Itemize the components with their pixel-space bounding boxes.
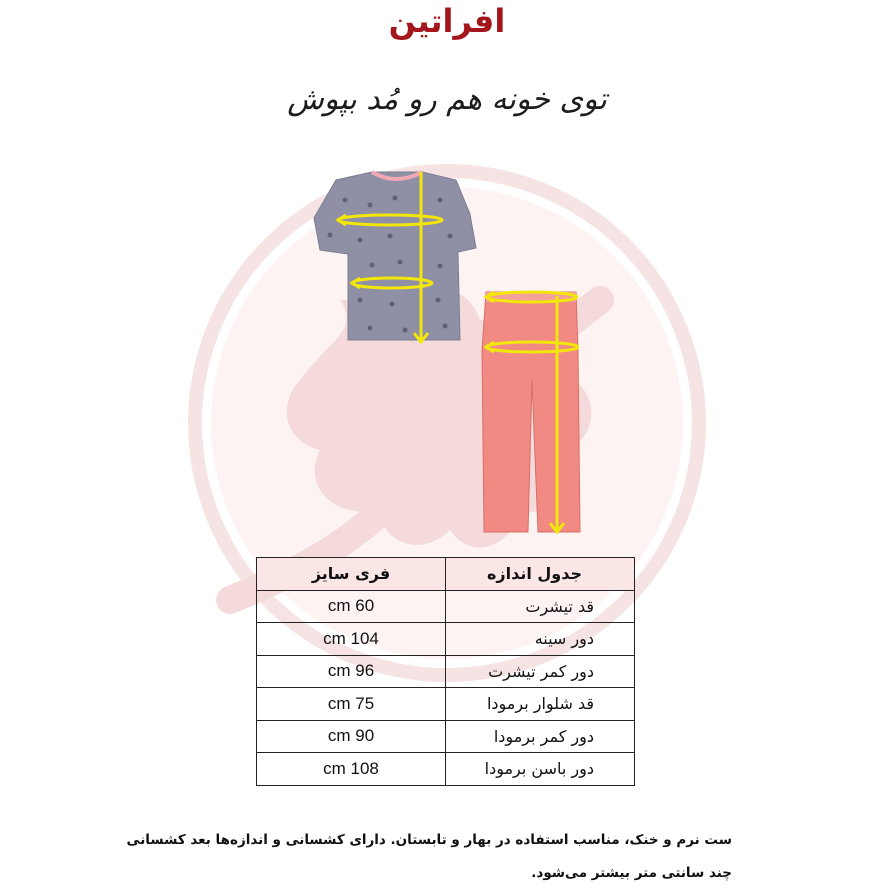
header-label: جدول اندازه (446, 558, 635, 591)
row-label: دور سینه (446, 623, 635, 656)
row-label: دور کمر برمودا (446, 720, 635, 753)
table-header-row (257, 558, 635, 591)
table-row (257, 590, 635, 623)
table-row (257, 753, 635, 786)
tagline-text: توی خونه هم رو مُد بپوش (287, 82, 607, 117)
table-row (257, 623, 635, 656)
row-value: 90 cm (257, 720, 446, 753)
table-row (257, 688, 635, 721)
brand-logo: افراتین (388, 2, 506, 40)
header-size: فری سایز (257, 558, 446, 591)
row-label: قد تیشرت (446, 590, 635, 623)
row-label: قد شلوار برمودا (446, 688, 635, 721)
table-row (257, 720, 635, 753)
table-row (257, 655, 635, 688)
row-value: 60 cm (257, 590, 446, 623)
product-description: ست نرم و خنک، مناسب استفاده در بهار و تابستان. دارای کشسانی و اندازه‌ها بعد کشسانی چند سانتی متر بیشتر می‌شود. (126, 832, 732, 881)
row-value: 108 cm (257, 753, 446, 786)
row-value: 104 cm (257, 623, 446, 656)
pants-illustration-icon (482, 292, 580, 532)
row-label: دور کمر تیشرت (446, 655, 635, 688)
row-label: دور باسن برمودا (446, 753, 635, 786)
row-value: 96 cm (257, 655, 446, 688)
size-table (256, 557, 635, 786)
tshirt-illustration-icon (314, 172, 476, 342)
row-value: 75 cm (257, 688, 446, 721)
